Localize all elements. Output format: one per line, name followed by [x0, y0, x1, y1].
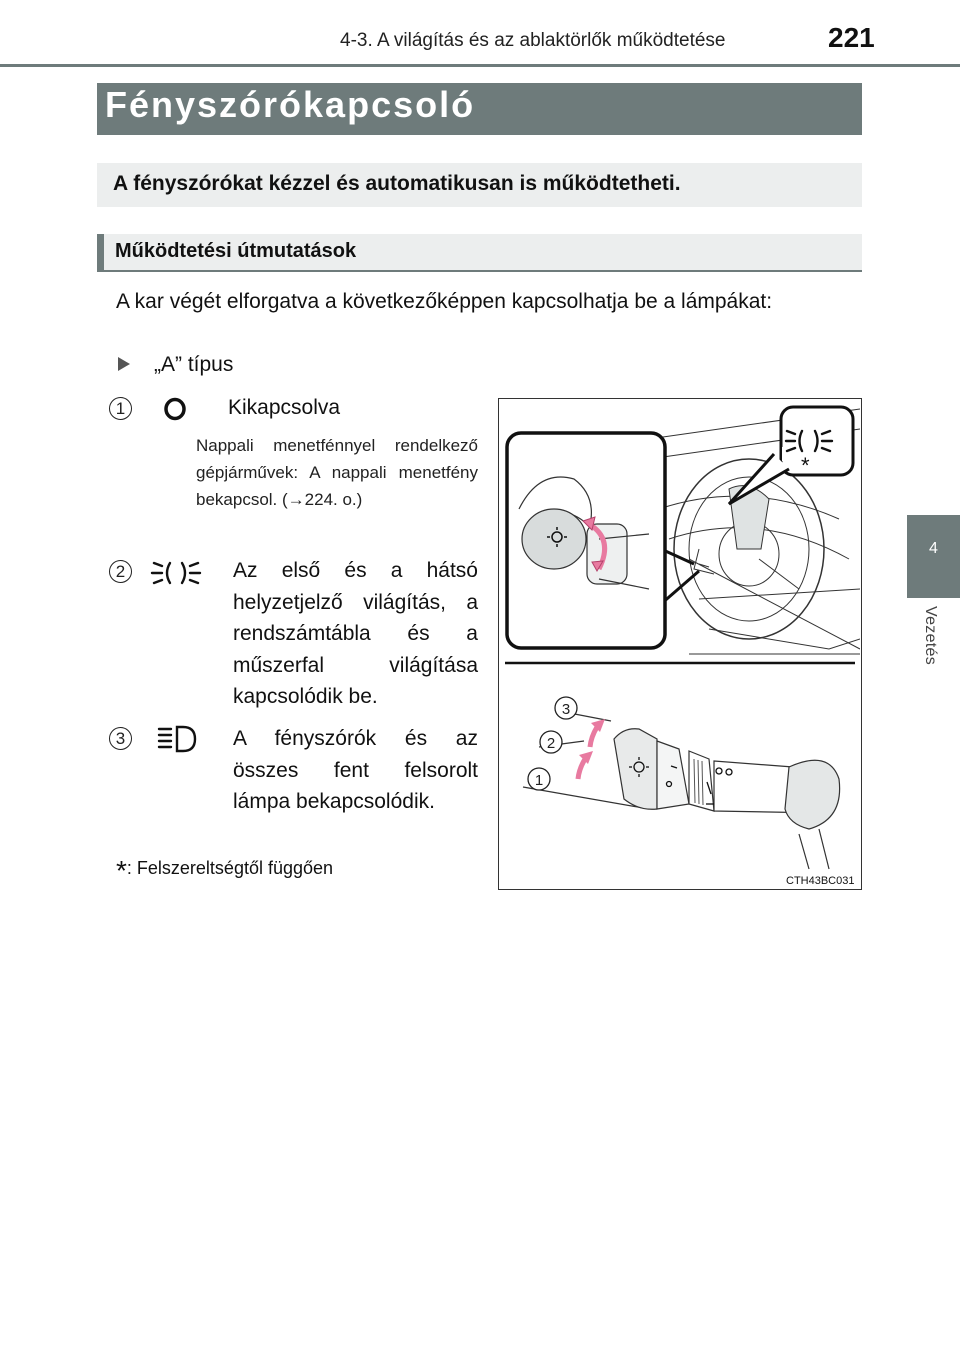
triangle-bullet-icon: [118, 357, 130, 371]
figure-code: CTH43BC031: [786, 875, 855, 887]
illustration-frame: [498, 398, 862, 890]
page-title: Fényszórókapcsoló: [105, 84, 476, 125]
subheading-accent: [97, 234, 104, 272]
instruction-paragraph: A kar végét elforgatva a következőképpen kapcsolhatja be a lámpákat:: [116, 290, 773, 313]
item-title: Kikapcsolva: [228, 396, 341, 419]
callout-1: 1: [534, 772, 544, 789]
item-note: Nappali menetfénnyel rendelkező gépjárművek: A nappali menetfény bekapcsol. (→224. o.): [196, 436, 478, 509]
footnote: [116, 855, 333, 887]
callout-2: 2: [546, 735, 556, 752]
subheading: Működtetési útmutatások: [115, 240, 357, 262]
headlight-icon: [155, 723, 199, 755]
inset-asterisk: *: [801, 453, 810, 478]
chapter-label-box: [907, 598, 960, 708]
parking-lights-icon: [150, 557, 202, 589]
callout-3: 3: [561, 701, 571, 718]
headlight-switch-illustration: [499, 399, 860, 888]
item-number: 1: [109, 397, 132, 420]
chapter-label: Vezetés: [922, 606, 939, 666]
running-header-section: 4-3. A világítás és az ablaktörlők működtetése: [340, 30, 726, 51]
footnote-text: : Felszereltségtől függően: [126, 858, 334, 878]
item-text: Az első és a hátsó helyzetjelző világítás, a rendszámtábla és a műszerfal világítása kapcsolódik be.: [233, 559, 478, 708]
item-text: A fényszórók és az összes fent felsorolt lámpa bekapcsolódik.: [233, 727, 478, 813]
header-rule: [0, 64, 960, 67]
chapter-number: 4: [929, 540, 938, 557]
footnote-marker: *: [116, 855, 127, 886]
item-number: 3: [109, 727, 132, 750]
intro-text: A fényszórókat kézzel és automatikusan is működtetheti.: [113, 172, 681, 195]
page-number: 221: [828, 22, 875, 53]
item-number: 2: [109, 560, 132, 583]
off-position-icon: [160, 396, 190, 422]
type-label: „A” típus: [154, 353, 234, 376]
